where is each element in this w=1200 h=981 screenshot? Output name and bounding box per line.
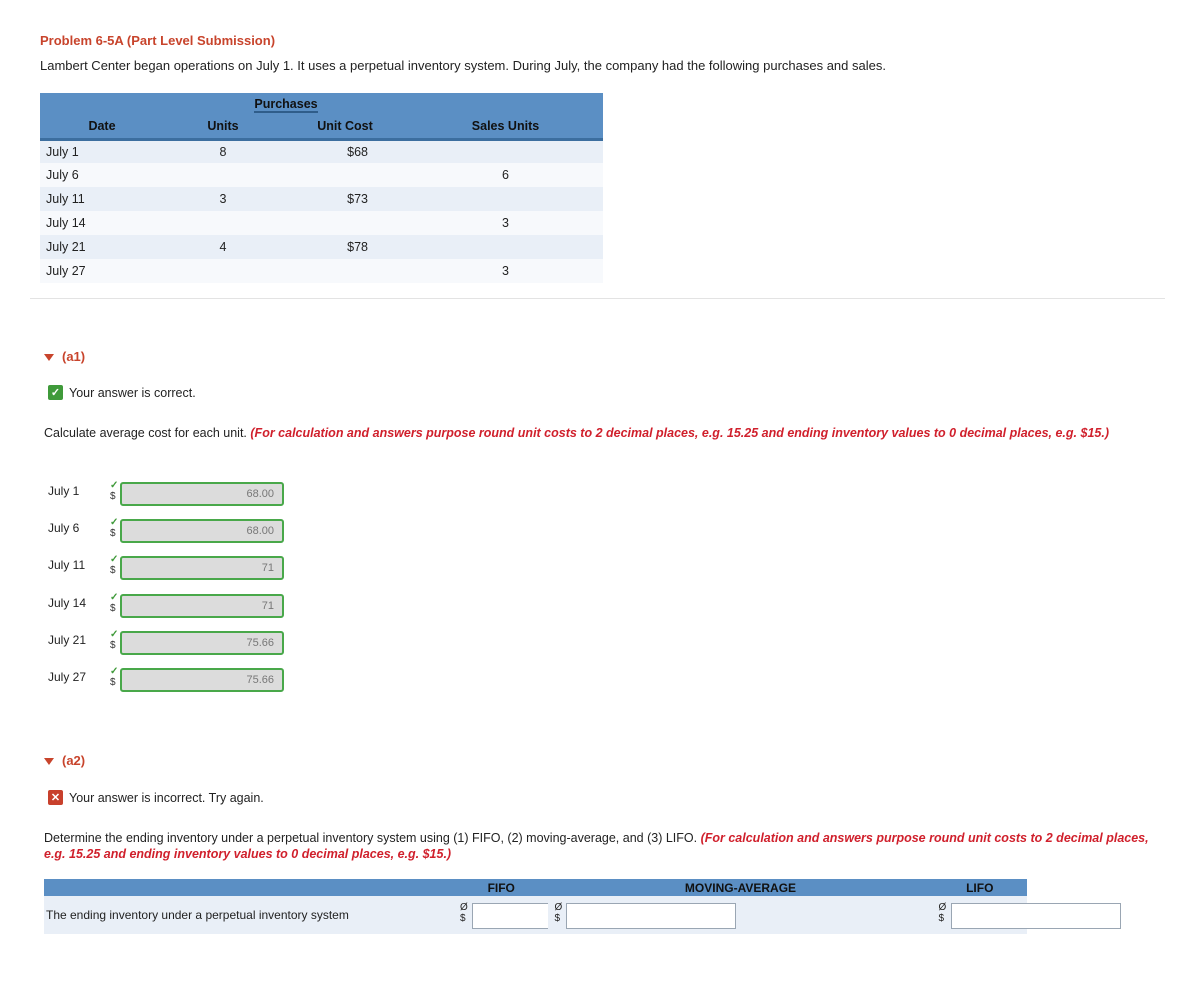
avg-cost-date-label: July 21 (48, 633, 87, 647)
avg-cost-date-label: July 27 (48, 670, 87, 684)
correct-check-icon: ✓ (110, 480, 119, 491)
avg-cost-input[interactable]: 75.66 (120, 668, 284, 692)
col-fifo-header: FIFO (454, 879, 548, 896)
section-a1-label: (a1) (62, 349, 86, 364)
avg-cost-date-label: July 11 (48, 558, 86, 572)
incorrect-x-icon: ✕ (48, 790, 63, 805)
currency-symbol: $ (460, 913, 466, 924)
section-a2-label: (a2) (62, 753, 86, 768)
currency-symbol: $ (110, 640, 116, 651)
table-row (44, 896, 1027, 934)
col-units-header: Units (164, 115, 282, 139)
caret-down-icon (44, 758, 54, 765)
avg-cost-date-label: July 6 (48, 521, 80, 535)
col-moving-average-header: MOVING-AVERAGE (548, 879, 932, 896)
instruction-a2 (44, 830, 1169, 862)
avg-cost-date-label: July 1 (48, 484, 80, 498)
ending-inventory-row-label: The ending inventory under a perpetual inventory system (44, 896, 454, 934)
avg-cost-row (48, 592, 288, 624)
currency-symbol: $ (110, 491, 116, 502)
avg-cost-row (48, 517, 288, 549)
col-lifo-header: LIFO (933, 879, 1027, 896)
correct-check-icon: ✓ (110, 629, 119, 640)
avg-cost-row (48, 554, 288, 586)
purchases-table (40, 93, 603, 283)
status-text-a1: Your answer is correct. (69, 385, 196, 400)
table-row: July 11 3 $73 (40, 187, 603, 211)
instruction-a2-red: (For calculation and answers purpose round unit costs to 2 decimal places, e.g. 15.25 and ending inventory values to 0 decimal places, e.g. $15.) (44, 831, 1149, 861)
table-row: July 1 8 $68 (40, 139, 603, 163)
avg-cost-date-label: July 14 (48, 596, 87, 610)
section-divider (30, 298, 1165, 299)
currency-symbol: $ (110, 677, 116, 688)
avg-cost-row (48, 666, 288, 698)
answer-status-a2 (48, 790, 264, 805)
instruction-a1-red: (For calculation and answers purpose round unit costs to 2 decimal places, e.g. 15.25 and ending inventory values to 0 decimal places, e.g. $15.) (250, 426, 1109, 440)
section-toggle-a1[interactable] (44, 349, 85, 364)
col-sales-units-header: Sales Units (408, 115, 603, 139)
avg-cost-row (48, 629, 288, 661)
avg-cost-input[interactable]: 68.00 (120, 482, 284, 506)
ending-inventory-table (44, 879, 1027, 934)
status-text-a2: Your answer is incorrect. Try again. (69, 790, 264, 805)
unanswered-mark-icon: Ø (554, 902, 563, 913)
currency-symbol: $ (110, 528, 116, 539)
currency-symbol: $ (110, 603, 116, 614)
avg-cost-input[interactable]: 71 (120, 556, 284, 580)
problem-intro: Lambert Center began operations on July 1. It uses a perpetual inventory system. During July, the company had the following purchases and sales. (40, 58, 886, 73)
correct-check-icon: ✓ (110, 592, 119, 603)
unanswered-mark-icon: Ø (938, 902, 947, 913)
instruction-a1 (44, 425, 1169, 441)
moving-average-input[interactable] (566, 903, 736, 929)
purchases-group-header: Purchases (254, 97, 318, 111)
caret-down-icon (44, 354, 54, 361)
table-row: July 14 3 (40, 211, 603, 235)
col-unit-cost-header: Unit Cost (282, 115, 408, 139)
instruction-a1-plain: Calculate average cost for each unit. (44, 426, 247, 440)
avg-cost-input[interactable]: 68.00 (120, 519, 284, 543)
avg-cost-input[interactable]: 75.66 (120, 631, 284, 655)
correct-check-icon: ✓ (110, 554, 119, 565)
currency-symbol: $ (110, 565, 116, 576)
correct-check-icon: ✓ (110, 666, 119, 677)
avg-cost-input[interactable]: 71 (120, 594, 284, 618)
section-toggle-a2[interactable] (44, 753, 85, 768)
currency-symbol: $ (554, 913, 561, 924)
problem-title: Problem 6-5A (Part Level Submission) (40, 33, 276, 48)
col-date-header: Date (40, 115, 164, 139)
table-row: July 21 4 $78 (40, 235, 603, 259)
avg-cost-row (48, 480, 288, 512)
table-row: July 27 3 (40, 259, 603, 283)
instruction-a2-plain: Determine the ending inventory under a perpetual inventory system using (1) FIFO, (2) moving-average, and (3) LIFO. (44, 831, 698, 845)
currency-symbol: $ (938, 913, 945, 924)
unanswered-mark-icon: Ø (460, 902, 468, 913)
answer-status-a1 (48, 385, 196, 400)
lifo-input[interactable] (951, 903, 1121, 929)
correct-check-icon: ✓ (48, 385, 63, 400)
table-row: July 6 6 (40, 163, 603, 187)
correct-check-icon: ✓ (110, 517, 119, 528)
